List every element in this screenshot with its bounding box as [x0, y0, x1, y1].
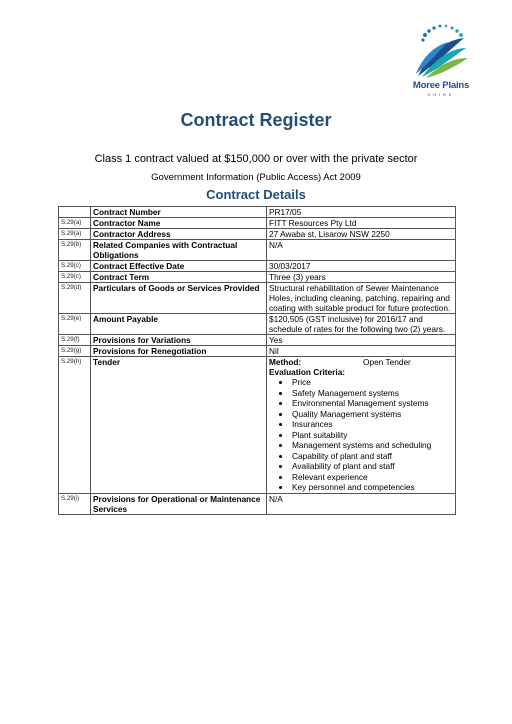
council-logo — [404, 22, 474, 112]
field-value: Yes — [267, 335, 456, 346]
field-label: Particulars of Goods or Services Provided — [91, 283, 267, 314]
table-row-renegotiation — [59, 346, 456, 357]
field-value: $120,505 (GST inclusive) for 2016/17 and schedule of rates for the following two (2) years. — [267, 314, 456, 335]
section-ref: S.29(b) — [59, 240, 91, 261]
table-row-effective-date — [59, 261, 456, 272]
list-item: • Environmental Management systems — [291, 398, 453, 409]
field-label: Contract Number — [91, 207, 267, 218]
page-title: Contract Register — [180, 110, 332, 130]
table-row-amount-payable — [59, 314, 456, 335]
table-row-tender — [59, 357, 456, 494]
field-label: Amount Payable — [91, 314, 267, 335]
table-row-variations — [59, 335, 456, 346]
list-item: • Insurances — [291, 419, 453, 430]
act-subtitle: Government Information (Public Access) Act 2009 — [151, 172, 361, 183]
table-row-operational — [59, 493, 456, 514]
list-item: • Price — [291, 377, 453, 388]
section-ref: S.29(g) — [59, 346, 91, 357]
contract-details-table — [58, 206, 456, 515]
field-label: Contract Term — [91, 272, 267, 283]
tender-details — [267, 357, 456, 494]
field-label: Contractor Address — [91, 229, 267, 240]
table-row-particulars — [59, 283, 456, 314]
list-item: • Relevant experience — [291, 472, 453, 483]
field-label: Tender — [91, 357, 267, 494]
field-value: 30/03/2017 — [267, 261, 456, 272]
field-value: N/A — [267, 240, 456, 261]
method-value: Open Tender — [363, 357, 411, 367]
list-item: • Capability of plant and staff — [291, 451, 453, 462]
field-label: Related Companies with Contractual Obligations — [91, 240, 267, 261]
section-ref — [59, 207, 91, 218]
table-row-contract-number — [59, 207, 456, 218]
field-label: Provisions for Operational or Maintenance Services — [91, 493, 267, 514]
table-row-contractor-address — [59, 229, 456, 240]
logo-subtitle: SHIRE — [427, 92, 455, 97]
field-value: FITT Resources Pty Ltd — [267, 218, 456, 229]
section-ref: S.29(d) — [59, 283, 91, 314]
list-item: • Availability of plant and staff — [291, 461, 453, 472]
logo-name: Moree Plains — [412, 80, 470, 91]
method-label: Method: — [269, 357, 302, 367]
section-heading: Contract Details — [206, 187, 306, 202]
field-label: Contractor Name — [91, 218, 267, 229]
list-item: • Key personnel and competencies — [291, 482, 453, 493]
field-label: Contract Effective Date — [91, 261, 267, 272]
section-ref: S.29(e) — [59, 314, 91, 335]
tender-method — [269, 357, 453, 367]
field-value: 27 Awaba st, Lisarow NSW 2250 — [267, 229, 456, 240]
evaluation-criteria-list — [269, 377, 453, 493]
field-value: Structural rehabilitation of Sewer Maintenance Holes, including cleaning, patching, repairing and coating with suitable product for future protection. — [267, 283, 456, 314]
field-value: Three (3) years — [267, 272, 456, 283]
criteria-label: Evaluation Criteria: — [269, 367, 346, 377]
field-label: Provisions for Variations — [91, 335, 267, 346]
field-value: PR17/05 — [267, 207, 456, 218]
section-ref: S.29(h) — [59, 357, 91, 494]
field-value: N/A — [267, 493, 456, 514]
list-item: • Plant suitability — [291, 430, 453, 441]
section-ref: S.29(i) — [59, 493, 91, 514]
section-ref: S.29(f) — [59, 335, 91, 346]
table-row-contract-term — [59, 272, 456, 283]
field-label: Provisions for Renegotiation — [91, 346, 267, 357]
section-ref: S.29(a) — [59, 229, 91, 240]
list-item: • Safety Management systems — [291, 388, 453, 399]
section-ref: S.29(a) — [59, 218, 91, 229]
list-item: • Management systems and scheduling — [291, 440, 453, 451]
field-value: Nil — [267, 346, 456, 357]
contract-class-subtitle: Class 1 contract valued at $150,000 or over with the private sector — [94, 153, 418, 165]
section-ref: S.29(c) — [59, 272, 91, 283]
moree-plains-leaf-logo — [408, 22, 470, 82]
table-row-contractor-name — [59, 218, 456, 229]
list-item: • Quality Management systems — [291, 409, 453, 420]
table-row-related-companies — [59, 240, 456, 261]
section-ref: S.29(c) — [59, 261, 91, 272]
